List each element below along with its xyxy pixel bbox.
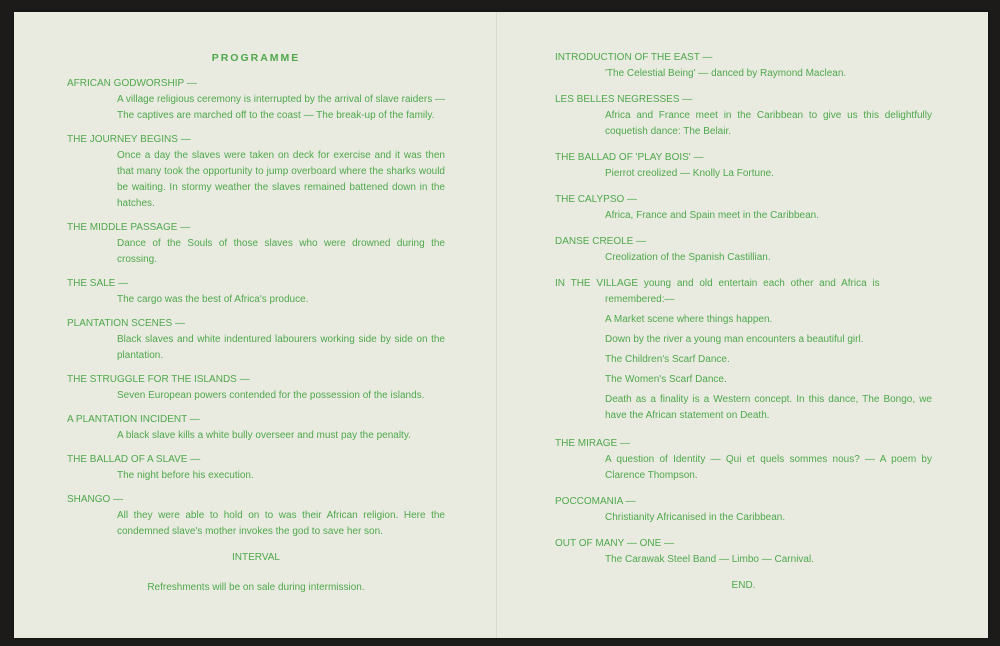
village-intro-continued: remembered:—	[605, 294, 675, 305]
item-title: THE MIDDLE PASSAGE —	[67, 222, 191, 233]
item-title: DANSE CREOLE —	[555, 236, 647, 247]
item-title: THE JOURNEY BEGINS —	[67, 134, 191, 145]
item-title: PLANTATION SCENES —	[67, 318, 185, 329]
interval-label: INTERVAL	[232, 552, 280, 563]
item-title: A PLANTATION INCIDENT —	[67, 414, 200, 425]
programme-item	[67, 412, 445, 444]
village-scene: The Children's Scarf Dance.	[605, 354, 730, 365]
item-description: Africa and France meet in the Caribbean to give us this delightfully coquetish dance: The Belair.	[605, 110, 932, 137]
refreshments-note: Refreshments will be on sale during intermission.	[147, 582, 365, 593]
item-description: Creolization of the Spanish Castillian.	[605, 252, 771, 263]
programme-item	[67, 220, 445, 268]
item-title: THE SALE —	[67, 278, 129, 289]
item-description: Once a day the slaves were taken on deck for exercise and it was then that many took the opportunity to jump overboard where the sharks would be waiting. In stormy weather the slaves remained battened down in the hatches.	[117, 150, 445, 209]
programme-item	[67, 276, 445, 308]
item-description: 'The Celestial Being' — danced by Raymond Maclean.	[605, 68, 847, 79]
item-title: THE BALLAD OF 'PLAY BOIS' —	[555, 152, 704, 163]
programme-item	[555, 192, 932, 224]
village-section	[555, 276, 932, 424]
programme-item	[67, 132, 445, 212]
item-description: Christianity Africanised in the Caribbean.	[605, 512, 786, 523]
item-description: Africa, France and Spain meet in the Caribbean.	[605, 210, 820, 221]
programme-item	[555, 436, 932, 484]
programme-item	[67, 372, 445, 404]
page-fold	[496, 12, 498, 638]
item-title: OUT OF MANY — ONE —	[555, 538, 675, 549]
item-description: The Carawak Steel Band — Limbo — Carnival.	[605, 554, 814, 565]
item-description: A black slave kills a white bully overseer and must pay the penalty.	[117, 430, 411, 441]
item-title: SHANGO —	[67, 494, 124, 505]
programme-item	[555, 150, 932, 182]
item-title: THE CALYPSO —	[555, 194, 638, 205]
item-description: A village religious ceremony is interrupted by the arrival of slave raiders — The captives are marched off to the coast — The break-up of the family.	[117, 94, 445, 121]
item-description: A question of Identity — Qui et quels sommes nous? — A poem by Clarence Thompson.	[605, 454, 932, 481]
programme-item	[555, 50, 932, 82]
programme-item	[555, 494, 932, 526]
end-label: END.	[731, 580, 756, 591]
item-title: THE BALLAD OF A SLAVE —	[67, 454, 201, 465]
programme-item	[67, 452, 445, 484]
item-title: INTRODUCTION OF THE EAST —	[555, 52, 713, 63]
left-page	[67, 50, 445, 596]
village-intro: IN THE VILLAGE young and old entertain each other and Africa is	[555, 278, 880, 289]
item-description: Seven European powers contended for the possession of the islands.	[117, 390, 425, 401]
item-title: LES BELLES NEGRESSES —	[555, 94, 693, 105]
item-description: All they were able to hold on to was their African religion. Here the condemned slave's mother invokes the god to save her son.	[117, 510, 445, 537]
item-title: THE MIRAGE —	[555, 438, 631, 449]
programme-item	[67, 76, 445, 124]
item-description: The cargo was the best of Africa's produce.	[117, 294, 309, 305]
right-page	[555, 50, 932, 594]
programme-heading: PROGRAMME	[211, 52, 301, 64]
village-scene: A Market scene where things happen.	[605, 314, 773, 325]
item-title: POCCOMANIA —	[555, 496, 636, 507]
item-description: Dance of the Souls of those slaves who were drowned during the crossing.	[117, 238, 445, 265]
programme-item	[67, 316, 445, 364]
item-description: The night before his execution.	[117, 470, 254, 481]
programme-item	[555, 234, 932, 266]
item-title: AFRICAN GODWORSHIP —	[67, 78, 197, 89]
village-scene: The Women's Scarf Dance.	[605, 374, 727, 385]
village-scene: Down by the river a young man encounters a beautiful girl.	[605, 334, 864, 345]
programme-item	[555, 536, 932, 568]
village-scene: Death as a finality is a Western concept. In this dance, The Bongo, we have the African statement on Death.	[605, 394, 932, 421]
programme-item	[67, 492, 445, 540]
item-description: Pierrot creolized — Knolly La Fortune.	[605, 168, 774, 179]
item-description: Black slaves and white indentured labourers working side by side on the plantation.	[117, 334, 445, 361]
item-title: THE STRUGGLE FOR THE ISLANDS —	[67, 374, 250, 385]
programme-item	[555, 92, 932, 140]
